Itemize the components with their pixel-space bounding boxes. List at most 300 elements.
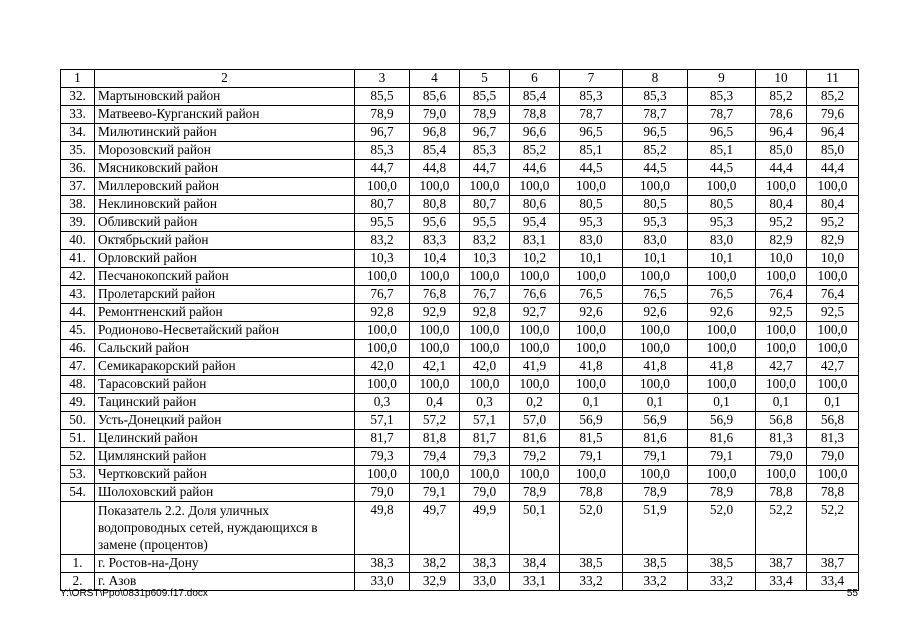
table-row [61,322,859,340]
value-cell: 95,5 [355,214,410,232]
value-cell: 100,0 [410,268,460,286]
district-name: Мартыновский район [95,88,355,106]
value-cell: 100,0 [410,340,460,358]
value-cell: 83,1 [510,232,560,250]
row-index: 2. [61,573,95,591]
value-cell: 95,3 [560,214,623,232]
value-cell: 100,0 [510,322,560,340]
value-cell: 100,0 [688,376,756,394]
value-cell: 85,3 [560,88,623,106]
row-index: 36. [61,160,95,178]
value-cell: 49,8 [355,502,410,555]
value-cell: 33,4 [756,573,807,591]
value-cell: 41,8 [560,358,623,376]
value-cell: 38,3 [355,555,410,573]
value-cell: 100,0 [688,268,756,286]
value-cell: 100,0 [756,268,807,286]
value-cell: 57,1 [460,412,510,430]
district-name: Целинский район [95,430,355,448]
value-cell: 100,0 [410,322,460,340]
value-cell: 80,5 [623,196,688,214]
footer-file-path: Y:\ORST\Ppo\0831p609.f17.docx [60,588,208,599]
value-cell: 78,8 [807,484,859,502]
row-index: 1. [61,555,95,573]
value-cell: 92,6 [560,304,623,322]
district-name: Цимлянский район [95,448,355,466]
value-cell: 92,6 [688,304,756,322]
table-row [61,555,859,573]
value-cell: 79,2 [510,448,560,466]
value-cell: 100,0 [623,322,688,340]
district-name: г. Азов [95,573,355,591]
value-cell: 10,0 [756,250,807,268]
table-row [61,196,859,214]
value-cell: 38,5 [560,555,623,573]
value-cell: 95,6 [410,214,460,232]
table-row [61,178,859,196]
row-index: 32. [61,88,95,106]
value-cell: 78,7 [688,106,756,124]
page-number: 55 [846,588,858,599]
column-number-header: 6 [510,70,560,88]
value-cell: 78,9 [623,484,688,502]
value-cell: 100,0 [410,178,460,196]
value-cell: 95,4 [510,214,560,232]
district-name: Тарасовский район [95,376,355,394]
value-cell: 50,1 [510,502,560,555]
district-name: Милютинский район [95,124,355,142]
value-cell: 76,8 [410,286,460,304]
value-cell: 100,0 [756,340,807,358]
value-cell: 56,9 [560,412,623,430]
value-cell: 81,3 [756,430,807,448]
district-name: Сальский район [95,340,355,358]
value-cell: 81,6 [510,430,560,448]
value-cell: 100,0 [688,322,756,340]
value-cell: 92,8 [460,304,510,322]
table-header-row [61,70,859,88]
value-cell: 56,9 [623,412,688,430]
value-cell: 81,3 [807,430,859,448]
value-cell: 80,8 [410,196,460,214]
value-cell: 78,9 [510,484,560,502]
value-cell: 80,7 [355,196,410,214]
value-cell: 96,7 [460,124,510,142]
value-cell: 78,7 [623,106,688,124]
value-cell: 79,1 [560,448,623,466]
table-row [61,142,859,160]
column-number-header: 3 [355,70,410,88]
value-cell: 81,7 [460,430,510,448]
row-index: 47. [61,358,95,376]
value-cell: 85,1 [688,142,756,160]
value-cell: 100,0 [807,322,859,340]
value-cell: 83,0 [688,232,756,250]
value-cell: 100,0 [510,466,560,484]
value-cell: 100,0 [355,322,410,340]
value-cell: 80,6 [510,196,560,214]
row-index: 48. [61,376,95,394]
district-name: Песчанокопский район [95,268,355,286]
value-cell: 76,7 [355,286,410,304]
value-cell: 38,2 [410,555,460,573]
value-cell: 38,3 [460,555,510,573]
value-cell: 32,9 [410,573,460,591]
district-name: Тацинский район [95,394,355,412]
value-cell: 100,0 [756,178,807,196]
row-index: 41. [61,250,95,268]
row-index: 39. [61,214,95,232]
data-table [60,69,859,591]
row-index: 54. [61,484,95,502]
value-cell: 100,0 [756,322,807,340]
value-cell: 83,0 [560,232,623,250]
value-cell: 78,8 [756,484,807,502]
value-cell: 100,0 [623,178,688,196]
value-cell: 10,2 [510,250,560,268]
indicator-row [61,502,859,555]
value-cell: 100,0 [460,466,510,484]
value-cell: 0,1 [560,394,623,412]
value-cell: 79,0 [807,448,859,466]
district-name: г. Ростов-на-Дону [95,555,355,573]
value-cell: 100,0 [460,322,510,340]
value-cell: 100,0 [510,178,560,196]
value-cell: 76,5 [560,286,623,304]
value-cell: 100,0 [688,466,756,484]
value-cell: 100,0 [560,340,623,358]
value-cell: 49,9 [460,502,510,555]
row-index: 46. [61,340,95,358]
row-index: 34. [61,124,95,142]
value-cell: 100,0 [355,466,410,484]
value-cell: 79,6 [807,106,859,124]
value-cell: 85,3 [460,142,510,160]
table-row [61,430,859,448]
value-cell: 57,0 [510,412,560,430]
value-cell: 100,0 [355,340,410,358]
value-cell: 79,1 [410,484,460,502]
value-cell: 0,1 [623,394,688,412]
value-cell: 79,0 [410,106,460,124]
value-cell: 10,1 [623,250,688,268]
table-row [61,340,859,358]
value-cell: 92,9 [410,304,460,322]
value-cell: 33,0 [355,573,410,591]
value-cell: 78,9 [688,484,756,502]
district-name: Матвеево-Курганский район [95,106,355,124]
value-cell: 95,2 [756,214,807,232]
value-cell: 100,0 [410,466,460,484]
value-cell: 42,7 [807,358,859,376]
value-cell: 76,6 [510,286,560,304]
value-cell: 83,2 [460,232,510,250]
value-cell: 42,0 [355,358,410,376]
row-index: 45. [61,322,95,340]
value-cell: 79,3 [460,448,510,466]
value-cell: 85,0 [807,142,859,160]
column-number-header: 8 [623,70,688,88]
value-cell: 76,5 [623,286,688,304]
value-cell: 85,1 [560,142,623,160]
district-name: Чертковский район [95,466,355,484]
value-cell: 80,4 [807,196,859,214]
value-cell: 100,0 [560,466,623,484]
value-cell: 10,4 [410,250,460,268]
value-cell: 52,2 [807,502,859,555]
row-index: 53. [61,466,95,484]
value-cell: 100,0 [460,268,510,286]
value-cell: 85,0 [756,142,807,160]
district-name: Семикаракорский район [95,358,355,376]
value-cell: 57,2 [410,412,460,430]
table-row [61,106,859,124]
value-cell: 41,8 [688,358,756,376]
table-row [61,466,859,484]
value-cell: 76,7 [460,286,510,304]
value-cell: 79,3 [355,448,410,466]
table-row [61,88,859,106]
value-cell: 100,0 [623,340,688,358]
district-name: Пролетарский район [95,286,355,304]
row-index: 50. [61,412,95,430]
value-cell: 92,5 [756,304,807,322]
value-cell: 0,4 [410,394,460,412]
value-cell: 92,6 [623,304,688,322]
column-number-header: 4 [410,70,460,88]
row-index: 42. [61,268,95,286]
value-cell: 44,5 [623,160,688,178]
row-index [61,502,95,555]
value-cell: 96,5 [560,124,623,142]
value-cell: 100,0 [807,340,859,358]
column-number-header: 9 [688,70,756,88]
row-index: 49. [61,394,95,412]
value-cell: 42,1 [410,358,460,376]
value-cell: 100,0 [756,376,807,394]
value-cell: 96,5 [688,124,756,142]
district-name: Обливский район [95,214,355,232]
value-cell: 10,0 [807,250,859,268]
value-cell: 100,0 [355,376,410,394]
value-cell: 81,6 [688,430,756,448]
table-row [61,124,859,142]
value-cell: 85,2 [756,88,807,106]
column-number-header: 2 [95,70,355,88]
value-cell: 100,0 [807,376,859,394]
value-cell: 52,2 [756,502,807,555]
value-cell: 85,2 [623,142,688,160]
district-name: Орловский район [95,250,355,268]
value-cell: 38,5 [623,555,688,573]
value-cell: 41,8 [623,358,688,376]
table-row [61,250,859,268]
row-index: 38. [61,196,95,214]
column-number-header: 7 [560,70,623,88]
value-cell: 85,2 [510,142,560,160]
value-cell: 78,8 [510,106,560,124]
value-cell: 81,7 [355,430,410,448]
value-cell: 10,3 [460,250,510,268]
table-body [61,70,859,591]
value-cell: 0,1 [688,394,756,412]
value-cell: 33,2 [560,573,623,591]
value-cell: 100,0 [623,376,688,394]
district-name: Показатель 2.2. Доля уличных водопроводных сетей, нуждающихся в замене (процентов) [95,502,355,555]
value-cell: 83,2 [355,232,410,250]
row-index: 52. [61,448,95,466]
value-cell: 79,0 [756,448,807,466]
value-cell: 78,9 [460,106,510,124]
value-cell: 95,3 [623,214,688,232]
value-cell: 96,7 [355,124,410,142]
value-cell: 100,0 [807,178,859,196]
value-cell: 100,0 [560,268,623,286]
value-cell: 100,0 [355,178,410,196]
value-cell: 100,0 [410,376,460,394]
value-cell: 85,4 [510,88,560,106]
value-cell: 80,5 [560,196,623,214]
value-cell: 42,0 [460,358,510,376]
value-cell: 44,5 [688,160,756,178]
table-row [61,304,859,322]
value-cell: 79,1 [623,448,688,466]
value-cell: 100,0 [460,376,510,394]
value-cell: 41,9 [510,358,560,376]
value-cell: 38,5 [688,555,756,573]
row-index: 44. [61,304,95,322]
value-cell: 52,0 [688,502,756,555]
value-cell: 85,3 [623,88,688,106]
value-cell: 100,0 [460,340,510,358]
value-cell: 81,6 [623,430,688,448]
value-cell: 95,2 [807,214,859,232]
value-cell: 51,9 [623,502,688,555]
value-cell: 56,8 [756,412,807,430]
row-index: 51. [61,430,95,448]
value-cell: 92,8 [355,304,410,322]
district-name: Мясниковский район [95,160,355,178]
row-index: 37. [61,178,95,196]
value-cell: 82,9 [756,232,807,250]
value-cell: 100,0 [807,268,859,286]
value-cell: 79,4 [410,448,460,466]
value-cell: 79,1 [688,448,756,466]
value-cell: 44,7 [460,160,510,178]
district-name: Миллеровский район [95,178,355,196]
value-cell: 44,7 [355,160,410,178]
table-row [61,286,859,304]
value-cell: 100,0 [623,268,688,286]
column-number-header: 10 [756,70,807,88]
value-cell: 100,0 [355,268,410,286]
value-cell: 100,0 [460,178,510,196]
value-cell: 100,0 [510,340,560,358]
value-cell: 57,1 [355,412,410,430]
value-cell: 38,7 [807,555,859,573]
value-cell: 96,6 [510,124,560,142]
value-cell: 33,2 [623,573,688,591]
value-cell: 100,0 [510,268,560,286]
value-cell: 78,7 [560,106,623,124]
value-cell: 96,4 [807,124,859,142]
value-cell: 52,0 [560,502,623,555]
table-row [61,448,859,466]
value-cell: 78,9 [355,106,410,124]
value-cell: 100,0 [623,466,688,484]
value-cell: 79,0 [355,484,410,502]
value-cell: 33,2 [688,573,756,591]
value-cell: 80,5 [688,196,756,214]
table-row [61,232,859,250]
column-number-header: 5 [460,70,510,88]
value-cell: 85,2 [807,88,859,106]
value-cell: 10,3 [355,250,410,268]
table-row [61,160,859,178]
district-name: Шолоховский район [95,484,355,502]
value-cell: 76,5 [688,286,756,304]
value-cell: 33,4 [807,573,859,591]
value-cell: 56,8 [807,412,859,430]
value-cell: 33,1 [510,573,560,591]
value-cell: 79,0 [460,484,510,502]
row-index: 43. [61,286,95,304]
value-cell: 100,0 [560,178,623,196]
value-cell: 81,8 [410,430,460,448]
district-name: Неклиновский район [95,196,355,214]
value-cell: 49,7 [410,502,460,555]
value-cell: 76,4 [807,286,859,304]
value-cell: 0,2 [510,394,560,412]
row-index: 33. [61,106,95,124]
value-cell: 83,0 [623,232,688,250]
value-cell: 78,8 [560,484,623,502]
column-number-header: 1 [61,70,95,88]
district-name: Усть-Донецкий район [95,412,355,430]
value-cell: 0,1 [756,394,807,412]
value-cell: 80,7 [460,196,510,214]
value-cell: 80,4 [756,196,807,214]
value-cell: 85,5 [355,88,410,106]
value-cell: 95,5 [460,214,510,232]
value-cell: 76,4 [756,286,807,304]
value-cell: 96,8 [410,124,460,142]
value-cell: 44,5 [560,160,623,178]
value-cell: 85,6 [410,88,460,106]
value-cell: 85,3 [688,88,756,106]
value-cell: 44,4 [756,160,807,178]
value-cell: 100,0 [510,376,560,394]
value-cell: 0,3 [355,394,410,412]
district-name: Родионово-Несветайский район [95,322,355,340]
row-index: 35. [61,142,95,160]
table-row [61,268,859,286]
value-cell: 96,4 [756,124,807,142]
value-cell: 100,0 [688,340,756,358]
value-cell: 100,0 [560,322,623,340]
value-cell: 100,0 [560,376,623,394]
value-cell: 56,9 [688,412,756,430]
value-cell: 38,7 [756,555,807,573]
value-cell: 85,4 [410,142,460,160]
value-cell: 85,3 [355,142,410,160]
value-cell: 83,3 [410,232,460,250]
value-cell: 85,5 [460,88,510,106]
value-cell: 10,1 [688,250,756,268]
table-row [61,214,859,232]
table-row [61,358,859,376]
value-cell: 38,4 [510,555,560,573]
